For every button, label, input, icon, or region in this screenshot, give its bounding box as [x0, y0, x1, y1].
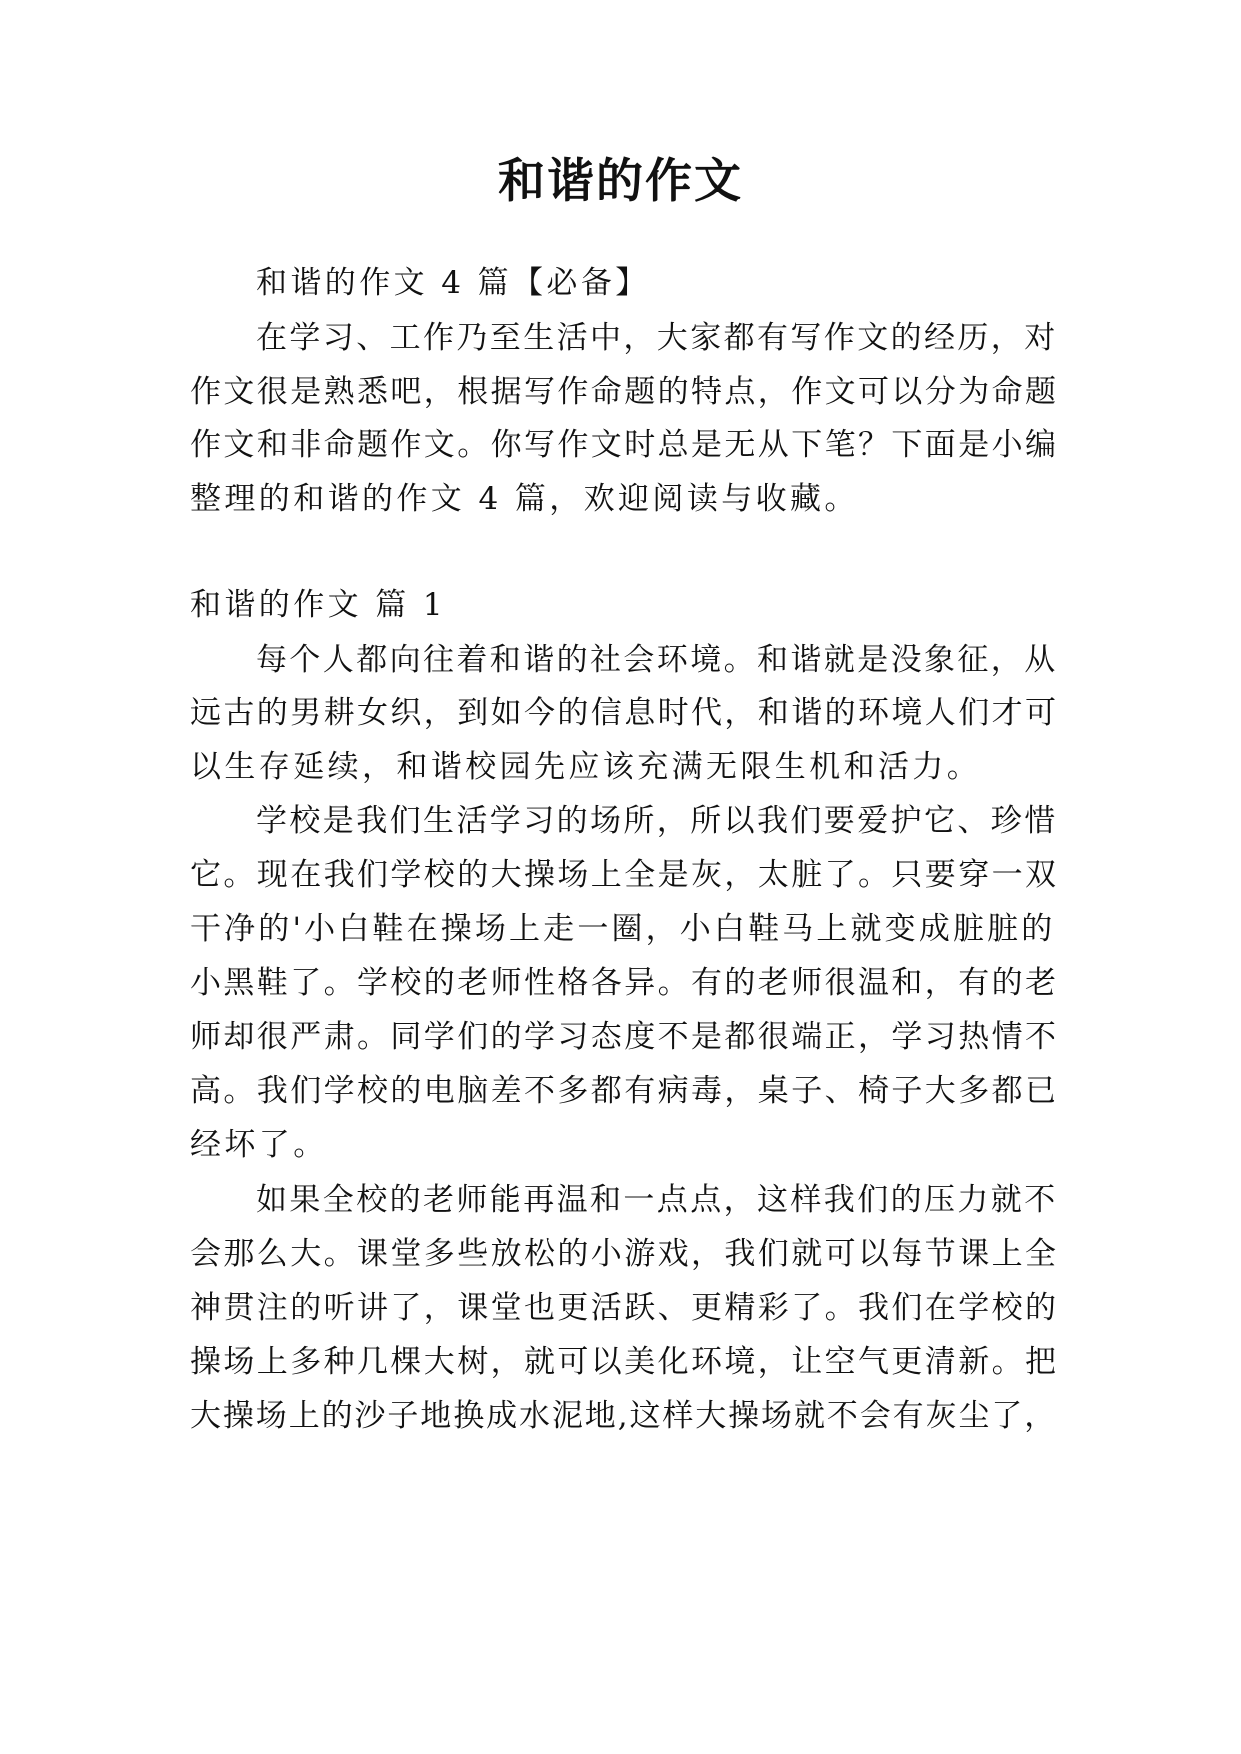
paragraph-line: 师却很严肃。同学们的学习态度不是都很端正，学习热情不	[190, 1019, 1059, 1055]
paragraph-line: 远古的男耕女织，到如今的信息时代，和谐的环境人们才可	[190, 695, 1059, 731]
intro-line: 在学习、工作乃至生活中，大家都有写作文的经历，对	[256, 320, 1058, 356]
paragraph-line: 会那么大。课堂多些放松的小游戏，我们就可以每节课上全	[190, 1236, 1059, 1272]
intro-line: 整理的和谐的作文 4 篇，欢迎阅读与收藏。	[190, 481, 859, 517]
paragraph-line: 它。现在我们学校的大操场上全是灰，太脏了。只要穿一双	[190, 857, 1059, 893]
paragraph-line: 学校是我们生活学习的场所，所以我们要爱护它、珍惜	[256, 803, 1058, 839]
intro-line: 作文很是熟悉吧，根据写作命题的特点，作文可以分为命题	[190, 374, 1059, 410]
paragraph-line: 如果全校的老师能再温和一点点，这样我们的压力就不	[256, 1182, 1058, 1218]
document-subtitle: 和谐的作文 4 篇【必备】	[256, 265, 650, 301]
paragraph-line: 高。我们学校的电脑差不多都有病毒，桌子、椅子大多都已	[190, 1073, 1059, 1109]
paragraph-line: 神贯注的听讲了，课堂也更活跃、更精彩了。我们在学校的	[190, 1290, 1059, 1326]
paragraph-line: 干净的'小白鞋在操场上走一圈，小白鞋马上就变成脏脏的	[190, 911, 1056, 947]
intro-line: 作文和非命题作文。你写作文时总是无从下笔？下面是小编	[190, 427, 1059, 463]
paragraph-line: 经坏了。	[190, 1127, 328, 1163]
section-heading: 和谐的作文 篇 1	[190, 587, 447, 623]
paragraph-line: 操场上多种几棵大树，就可以美化环境，让空气更清新。把	[190, 1344, 1059, 1380]
paragraph-line: 小黑鞋了。学校的老师性格各异。有的老师很温和，有的老	[190, 965, 1059, 1001]
paragraph-line: 大操场上的沙子地换成水泥地,这样大操场就不会有灰尘了，	[190, 1398, 1058, 1434]
document-title: 和谐的作文	[498, 154, 743, 209]
paragraph-line: 以生存延续，和谐校园先应该充满无限生机和活力。	[190, 749, 982, 785]
paragraph-line: 每个人都向往着和谐的社会环境。和谐就是没象征，从	[256, 642, 1058, 678]
